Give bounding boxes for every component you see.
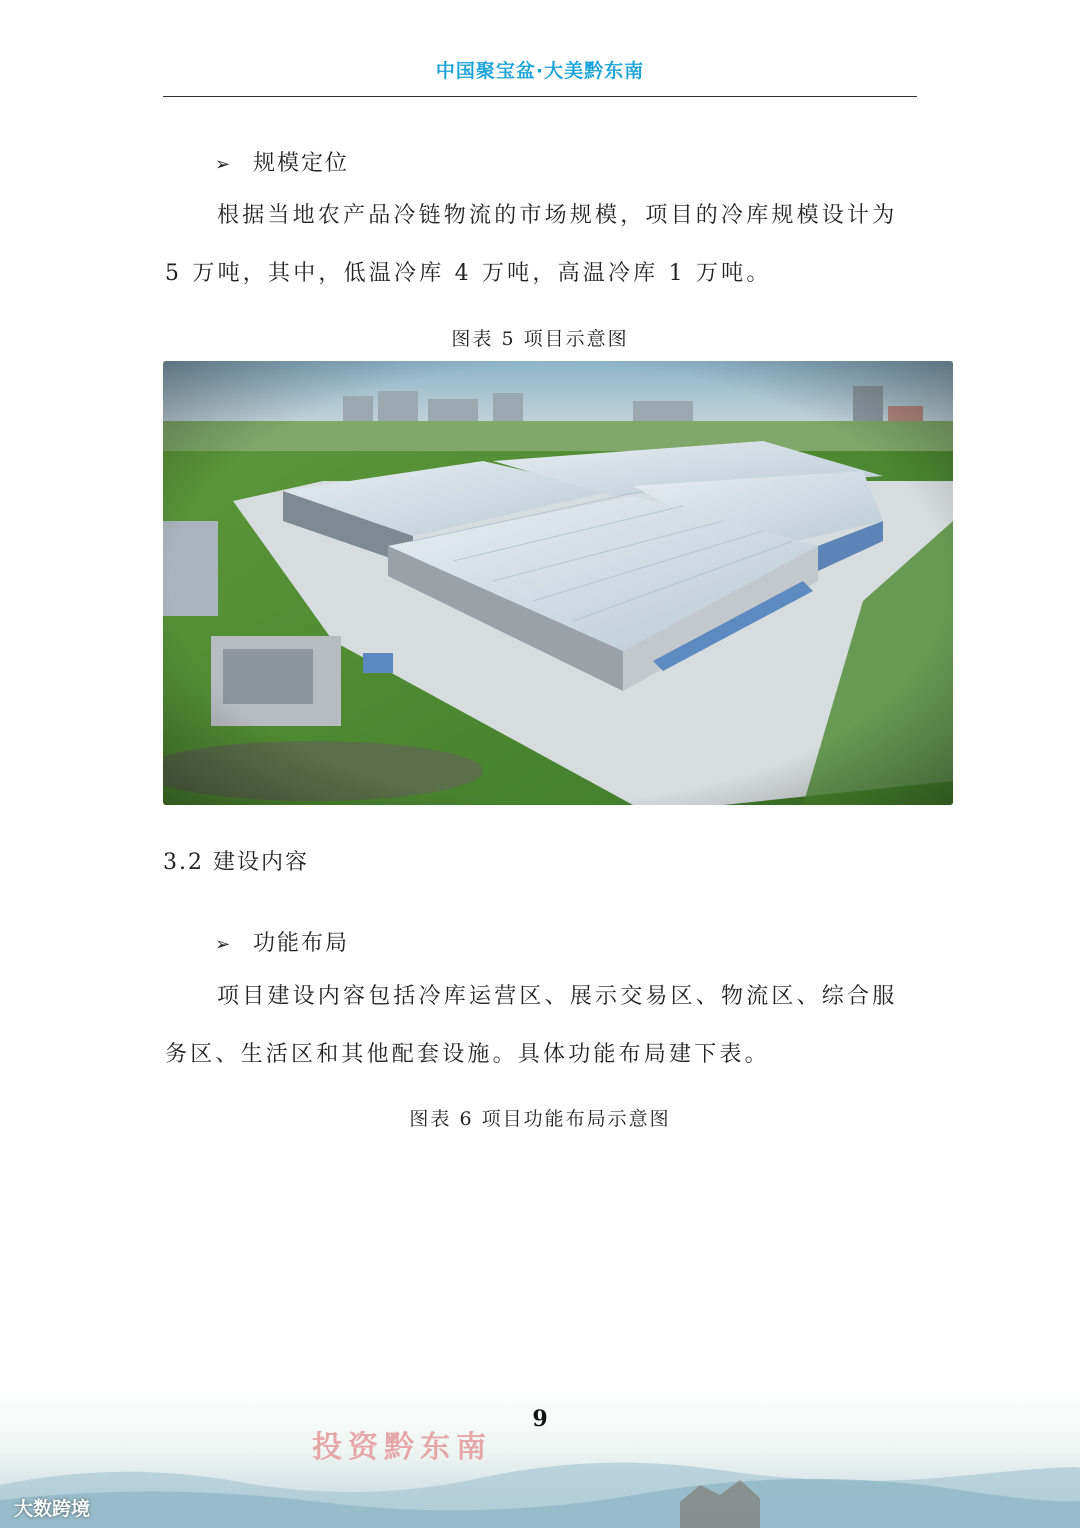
page-header-title: 中国聚宝盆·大美黔东南	[435, 60, 645, 82]
section-3-2-heading: 3.2 建设内容	[163, 850, 309, 875]
heading-scale	[215, 146, 349, 177]
heading-layout-label: 功能布局	[253, 931, 350, 956]
bullet-arrow-icon: ➢	[215, 934, 233, 955]
heading-layout	[215, 926, 349, 957]
footer-logo-text: 投资黔东南	[312, 1430, 492, 1465]
watermark: 大数跨境	[14, 1498, 91, 1520]
figure6-caption: 图表 6 项目功能布局示意图	[409, 1108, 671, 1130]
paragraph-scale: 根据当地农产品冷链物流的市场规模，项目的冷库规模设计为 5 万吨，其中，低温冷库 4 万吨，高温冷库 1 万吨。	[165, 203, 898, 286]
figure5-caption: 图表 5 项目示意图	[451, 328, 629, 350]
header-divider	[163, 96, 917, 97]
bullet-arrow-icon: ➢	[215, 154, 233, 175]
figure5-aerial-photo	[163, 361, 953, 805]
heading-scale-label: 规模定位	[253, 151, 350, 176]
page-number: 9	[532, 1406, 548, 1432]
paragraph-layout: 项目建设内容包括冷库运营区、展示交易区、物流区、综合服务区、生活区和其他配套设施。具体功能布局建下表。	[165, 984, 898, 1067]
